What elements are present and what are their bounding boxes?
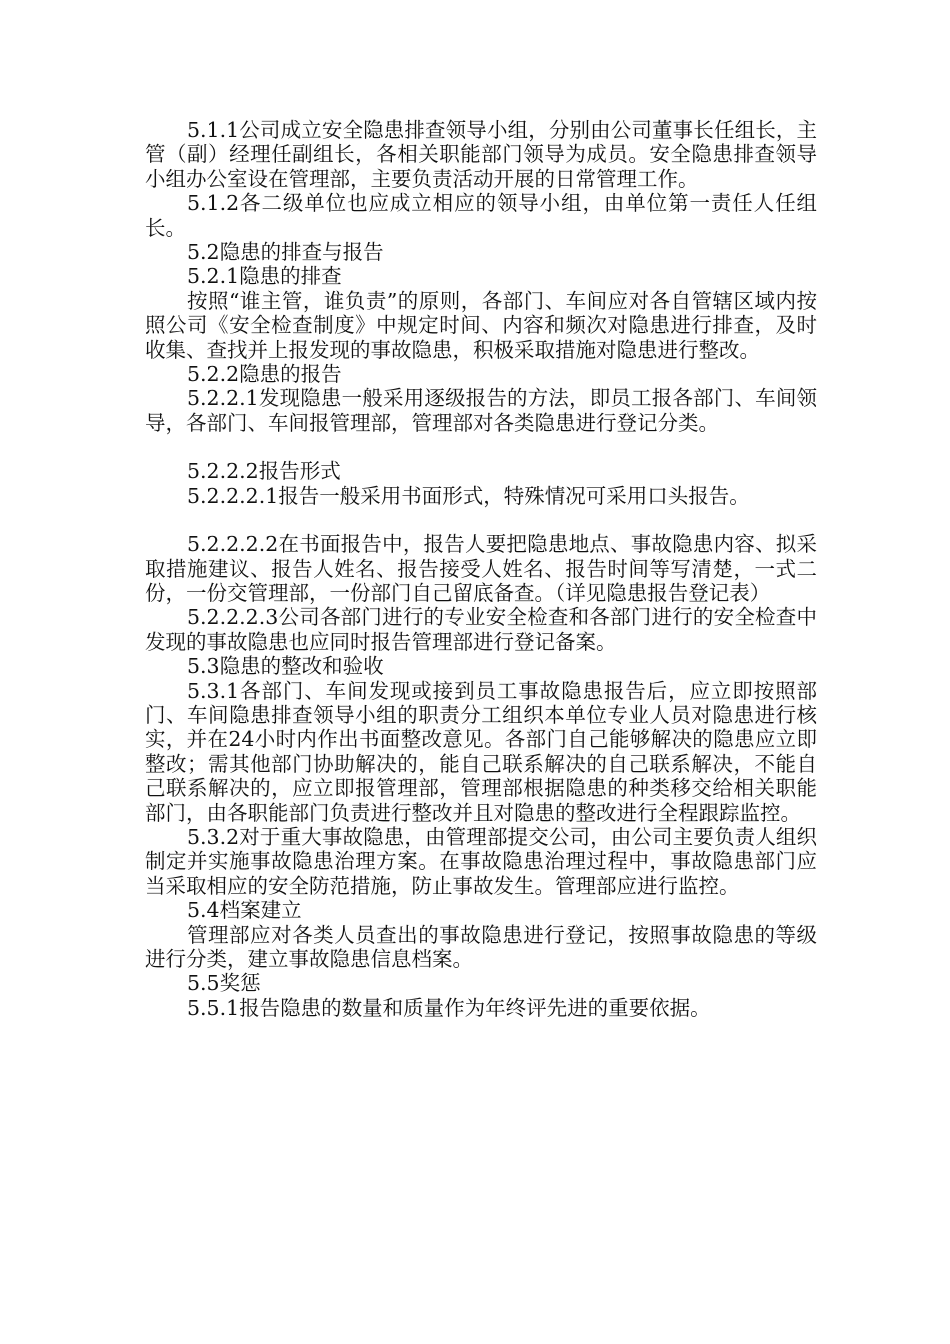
paragraph-5-1-2: 5.1.2各二级单位也应成立相应的领导小组，由单位第一责任人任组长。 — [145, 191, 817, 240]
heading-5-2: 5.2隐患的排查与报告 — [187, 240, 384, 265]
paragraph-5-5-1: 5.5.1报告隐患的数量和质量作为年终评先进的重要依据。 — [187, 995, 711, 1020]
paragraph-5-1-1: 5.1.1公司成立安全隐患排查领导小组，分别由公司董事长任组长，主管（副）经理任副组长，各相关职能部门领导为成员。安全隐患排查领导小组办公室设在管理部，主要负责活动开展的日常管理工作。 — [145, 118, 817, 191]
heading-5-2-2: 5.2.2隐患的报告 — [187, 362, 342, 387]
heading-5-2-1: 5.2.1隐患的排查 — [187, 264, 342, 289]
paragraph-spacer — [145, 435, 817, 459]
paragraph-5-2-2-2-3: 5.2.2.2.3公司各部门进行的专业安全检查和各部门进行的安全检查中发现的事故隐患也应同时报告管理部进行登记备案。 — [145, 605, 817, 654]
paragraph-5-2-2-1: 5.2.2.1发现隐患一般采用逐级报告的方法，即员工报各部门、车间领导，各部门、车间报管理部，管理部对各类隐患进行登记分类。 — [145, 386, 817, 435]
heading-5-3: 5.3隐患的整改和验收 — [187, 654, 384, 679]
paragraph-5-3-1: 5.3.1各部门、车间发现或接到员工事故隐患报告后，应立即按照部门、车间隐患排查领导小组的职责分工组织本单位专业人员对隐患进行核实，并在24小时内作出书面整改意见。各部门自己能够解决的隐患应立即整改；需其他部门协助解决的，能自己联系解决的自己联系解决，不能自己联系解决的，应立即报管理部，管理部根据隐患的种类移交给相关职能部门，由各职能部门负责进行整改并且对隐患的整改进行全程跟踪监控。 — [145, 678, 817, 825]
paragraph-spacer — [145, 508, 817, 532]
heading-5-5: 5.5奖惩 — [187, 971, 261, 996]
paragraph-5-2-2-2-1: 5.2.2.2.1报告一般采用书面形式，特殊情况可采用口头报告。 — [187, 483, 750, 508]
document-body — [145, 118, 817, 1020]
heading-5-4: 5.4档案建立 — [187, 898, 302, 923]
paragraph-5-2-2-2-2: 5.2.2.2.2在书面报告中，报告人要把隐患地点、事故隐患内容、拟采取措施建议、报告人姓名、报告接受人姓名、报告时间等写清楚，一式二份，一份交管理部，一份部门自己留底备查。（详见隐患报告登记表） — [145, 532, 817, 605]
paragraph-hazard-investigation: 按照“谁主管，谁负责”的原则，各部门、车间应对各自管辖区域内按照公司《安全检查制度》中规定时间、内容和频次对隐患进行排查，及时收集、查找并上报发现的事故隐患，积极采取措施对隐患进行整改。 — [145, 288, 817, 362]
paragraph-5-3-2: 5.3.2对于重大事故隐患，由管理部提交公司，由公司主要负责人组织制定并实施事故隐患治理方案。在事故隐患治理过程中，事故隐患部门应当采取相应的安全防范措施，防止事故发生。管理部应进行监控。 — [145, 824, 817, 898]
heading-5-2-2-2: 5.2.2.2报告形式 — [187, 459, 341, 484]
paragraph-archive: 管理部应对各类人员查出的事故隐患进行登记，按照事故隐患的等级进行分类，建立事故隐患信息档案。 — [145, 922, 817, 971]
